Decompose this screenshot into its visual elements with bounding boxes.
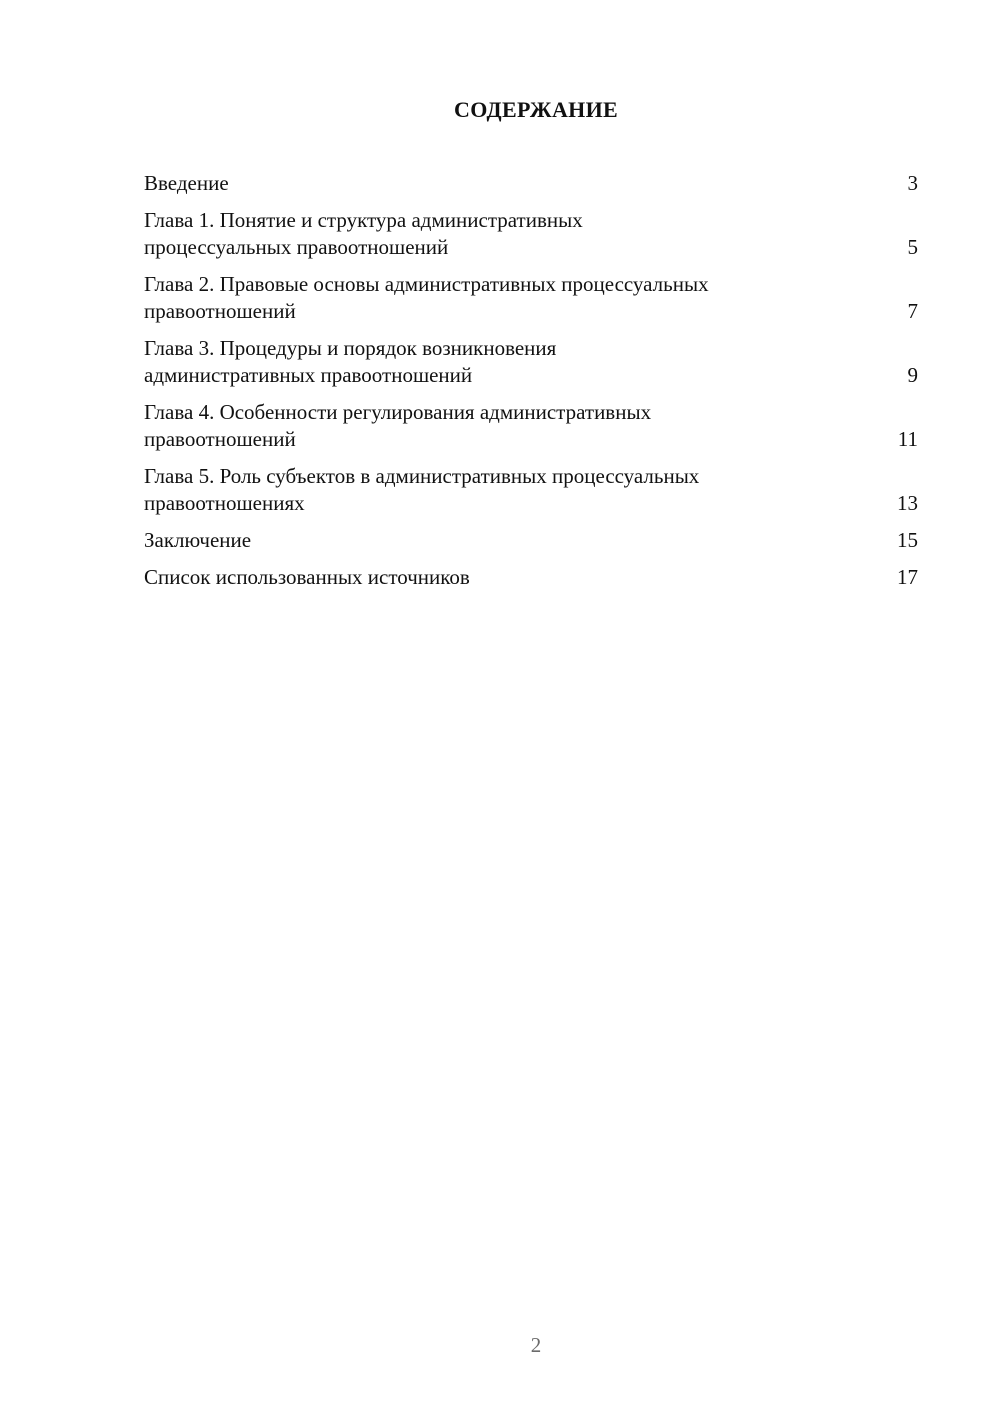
toc-entry-chapter-3	[144, 335, 918, 389]
toc-entry-label	[144, 271, 890, 325]
toc-entry-line: Глава 2. Правовые основы административных процессуальных	[144, 272, 709, 296]
toc-entry-line: Глава 3. Процедуры и порядок возникновения	[144, 336, 557, 360]
toc-entry-page: 3	[907, 171, 918, 195]
toc-entry-chapter-1	[144, 207, 918, 261]
toc-entry-page: 13	[897, 491, 918, 515]
toc-entry-label	[144, 399, 890, 453]
toc-entry-label	[144, 335, 890, 389]
toc-entry-line: Заключение	[144, 528, 252, 552]
toc-entry-label	[144, 564, 890, 591]
toc-entry-line: правоотношений	[144, 427, 296, 451]
toc-entry-line: процессуальных правоотношений	[144, 235, 449, 259]
toc-entry-page: 17	[897, 565, 918, 589]
toc-entry-page: 5	[907, 235, 918, 259]
page-number: 2	[530, 1333, 542, 1357]
toc-entry-page: 7	[907, 299, 918, 323]
toc-entry-chapter-5	[144, 463, 918, 517]
toc-entry-label	[144, 170, 890, 197]
toc-entry-page: 11	[897, 427, 918, 451]
toc-entry-line: Глава 5. Роль субъектов в административных процессуальных	[144, 464, 700, 488]
toc-entry-line: Введение	[144, 171, 229, 195]
table-of-contents	[144, 170, 918, 601]
toc-entry-conclusion	[144, 527, 918, 554]
toc-entry-page: 15	[897, 528, 918, 552]
toc-entry-label	[144, 207, 890, 261]
toc-title: СОДЕРЖАНИЕ	[454, 97, 618, 122]
toc-entry-references	[144, 564, 918, 591]
toc-entry-line: правоотношений	[144, 299, 296, 323]
toc-entry-chapter-4	[144, 399, 918, 453]
toc-entry-label	[144, 463, 890, 517]
toc-entry-introduction	[144, 170, 918, 197]
toc-entry-line: Список использованных источников	[144, 565, 470, 589]
toc-entry-label	[144, 527, 890, 554]
toc-entry-page: 9	[907, 363, 918, 387]
toc-entry-line: Глава 4. Особенности регулирования административных	[144, 400, 652, 424]
toc-entry-line: Глава 1. Понятие и структура административных	[144, 208, 583, 232]
toc-entry-line: правоотношениях	[144, 491, 305, 515]
toc-entry-line: административных правоотношений	[144, 363, 473, 387]
toc-entry-chapter-2	[144, 271, 918, 325]
